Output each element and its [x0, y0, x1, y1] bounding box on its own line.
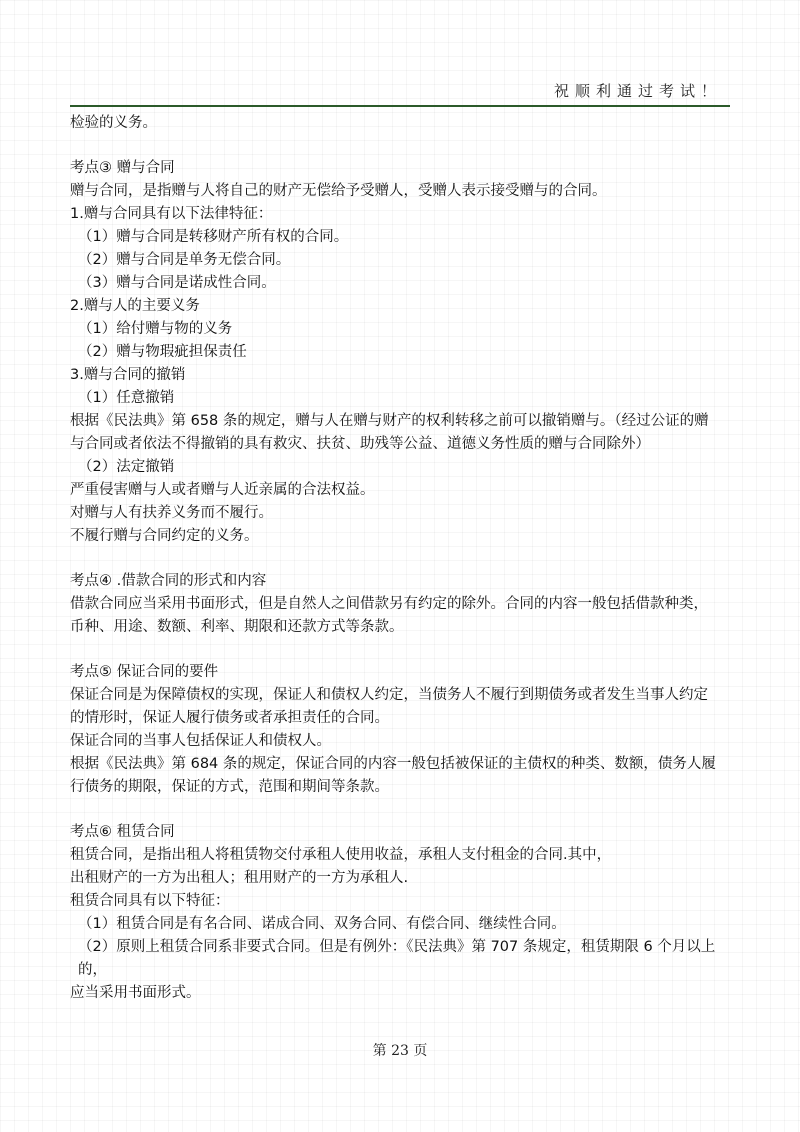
page-number: 第 23 页	[372, 1043, 428, 1059]
text-line: 根据《民法典》第 658 条的规定，赠与人在赠与财产的权利转移之前可以撤销赠与。（经过公证的赠	[70, 413, 709, 429]
spacer	[70, 799, 730, 821]
text-line: 对赠与人有扶养义务而不履行。	[70, 505, 273, 521]
text-line: 保证合同的当事人包括保证人和债权人。	[70, 733, 331, 749]
text-line: 行债务的期限，保证的方式，范围和期间等条款。	[70, 779, 389, 795]
section-title-5: 考点⑤ 保证合同的要件	[70, 664, 219, 680]
text-line: 应当采用书面形式。	[70, 985, 201, 1001]
text-line: 与合同或者依法不得撤销的具有救灾、扶贫、助残等公益、道德义务性质的赠与合同除外）	[70, 436, 650, 452]
text-line: 严重侵害赠与人或者赠与人近亲属的合法权益。	[70, 482, 375, 498]
subheading: 1.赠与合同具有以下法律特征：	[70, 206, 273, 222]
list-item: （1）租赁合同是有名合同、诺成合同、双务合同、有偿合同、继续性合同。	[78, 916, 566, 932]
section-title-6: 考点⑥ 租赁合同	[70, 824, 175, 840]
text-line: 租赁合同，是指出租人将租赁物交付承租人使用收益，承租人支付租金的合同.其中，	[70, 847, 612, 863]
document-body	[70, 112, 730, 1005]
section-title-3: 考点③ 赠与合同	[70, 160, 175, 176]
list-item: （2）赠与物瑕疵担保责任	[78, 344, 247, 360]
spacer	[70, 639, 730, 661]
text-line: 根据《民法典》第 684 条的规定，保证合同的内容一般包括被保证的主债权的种类、数额，债务人履	[70, 756, 716, 772]
list-item: （2）原则上租赁合同系非要式合同。但是有例外：《民法典》第 707 条规定，租赁期限 6 个月以上的，	[78, 939, 716, 978]
list-item: （2）赠与合同是单务无偿合同。	[78, 252, 291, 268]
paragraph: 赠与合同，是指赠与人将自己的财产无偿给予受赠人，受赠人表示接受赠与的合同。	[70, 183, 607, 199]
list-item: （1）任意撤销	[78, 390, 175, 406]
text-line: 保证合同是为保障债权的实现，保证人和债权人约定，当债务人不履行到期债务或者发生当事人约定	[70, 687, 708, 703]
spacer	[70, 548, 730, 570]
text-line: 币种、用途、数额、利率、期限和还款方式等条款。	[70, 619, 404, 635]
text-line: 检验的义务。	[70, 115, 157, 131]
subheading: 3.赠与合同的撤销	[70, 367, 186, 383]
list-item: （1）给付赠与物的义务	[78, 321, 233, 337]
subheading: 2.赠与人的主要义务	[70, 298, 200, 314]
text-line: 不履行赠与合同约定的义务。	[70, 528, 259, 544]
text-line: 借款合同应当采用书面形式，但是自然人之间借款另有约定的除外。合同的内容一般包括借款种类，	[70, 596, 708, 612]
text-line: 的情形时，保证人履行债务或者承担责任的合同。	[70, 710, 389, 726]
subheading: 租赁合同具有以下特征：	[70, 893, 230, 909]
header-divider	[70, 105, 730, 107]
list-item: （3）赠与合同是诺成性合同。	[78, 275, 276, 291]
list-item: （2）法定撤销	[78, 459, 175, 475]
list-item: （1）赠与合同是转移财产所有权的合同。	[78, 229, 349, 245]
spacer	[70, 135, 730, 157]
header-slogan: 祝顺利通过考试！	[553, 82, 722, 100]
section-title-4: 考点④ .借款合同的形式和内容	[70, 573, 267, 589]
text-line: 出租财产的一方为出租人；租用财产的一方为承租人.	[70, 870, 409, 886]
